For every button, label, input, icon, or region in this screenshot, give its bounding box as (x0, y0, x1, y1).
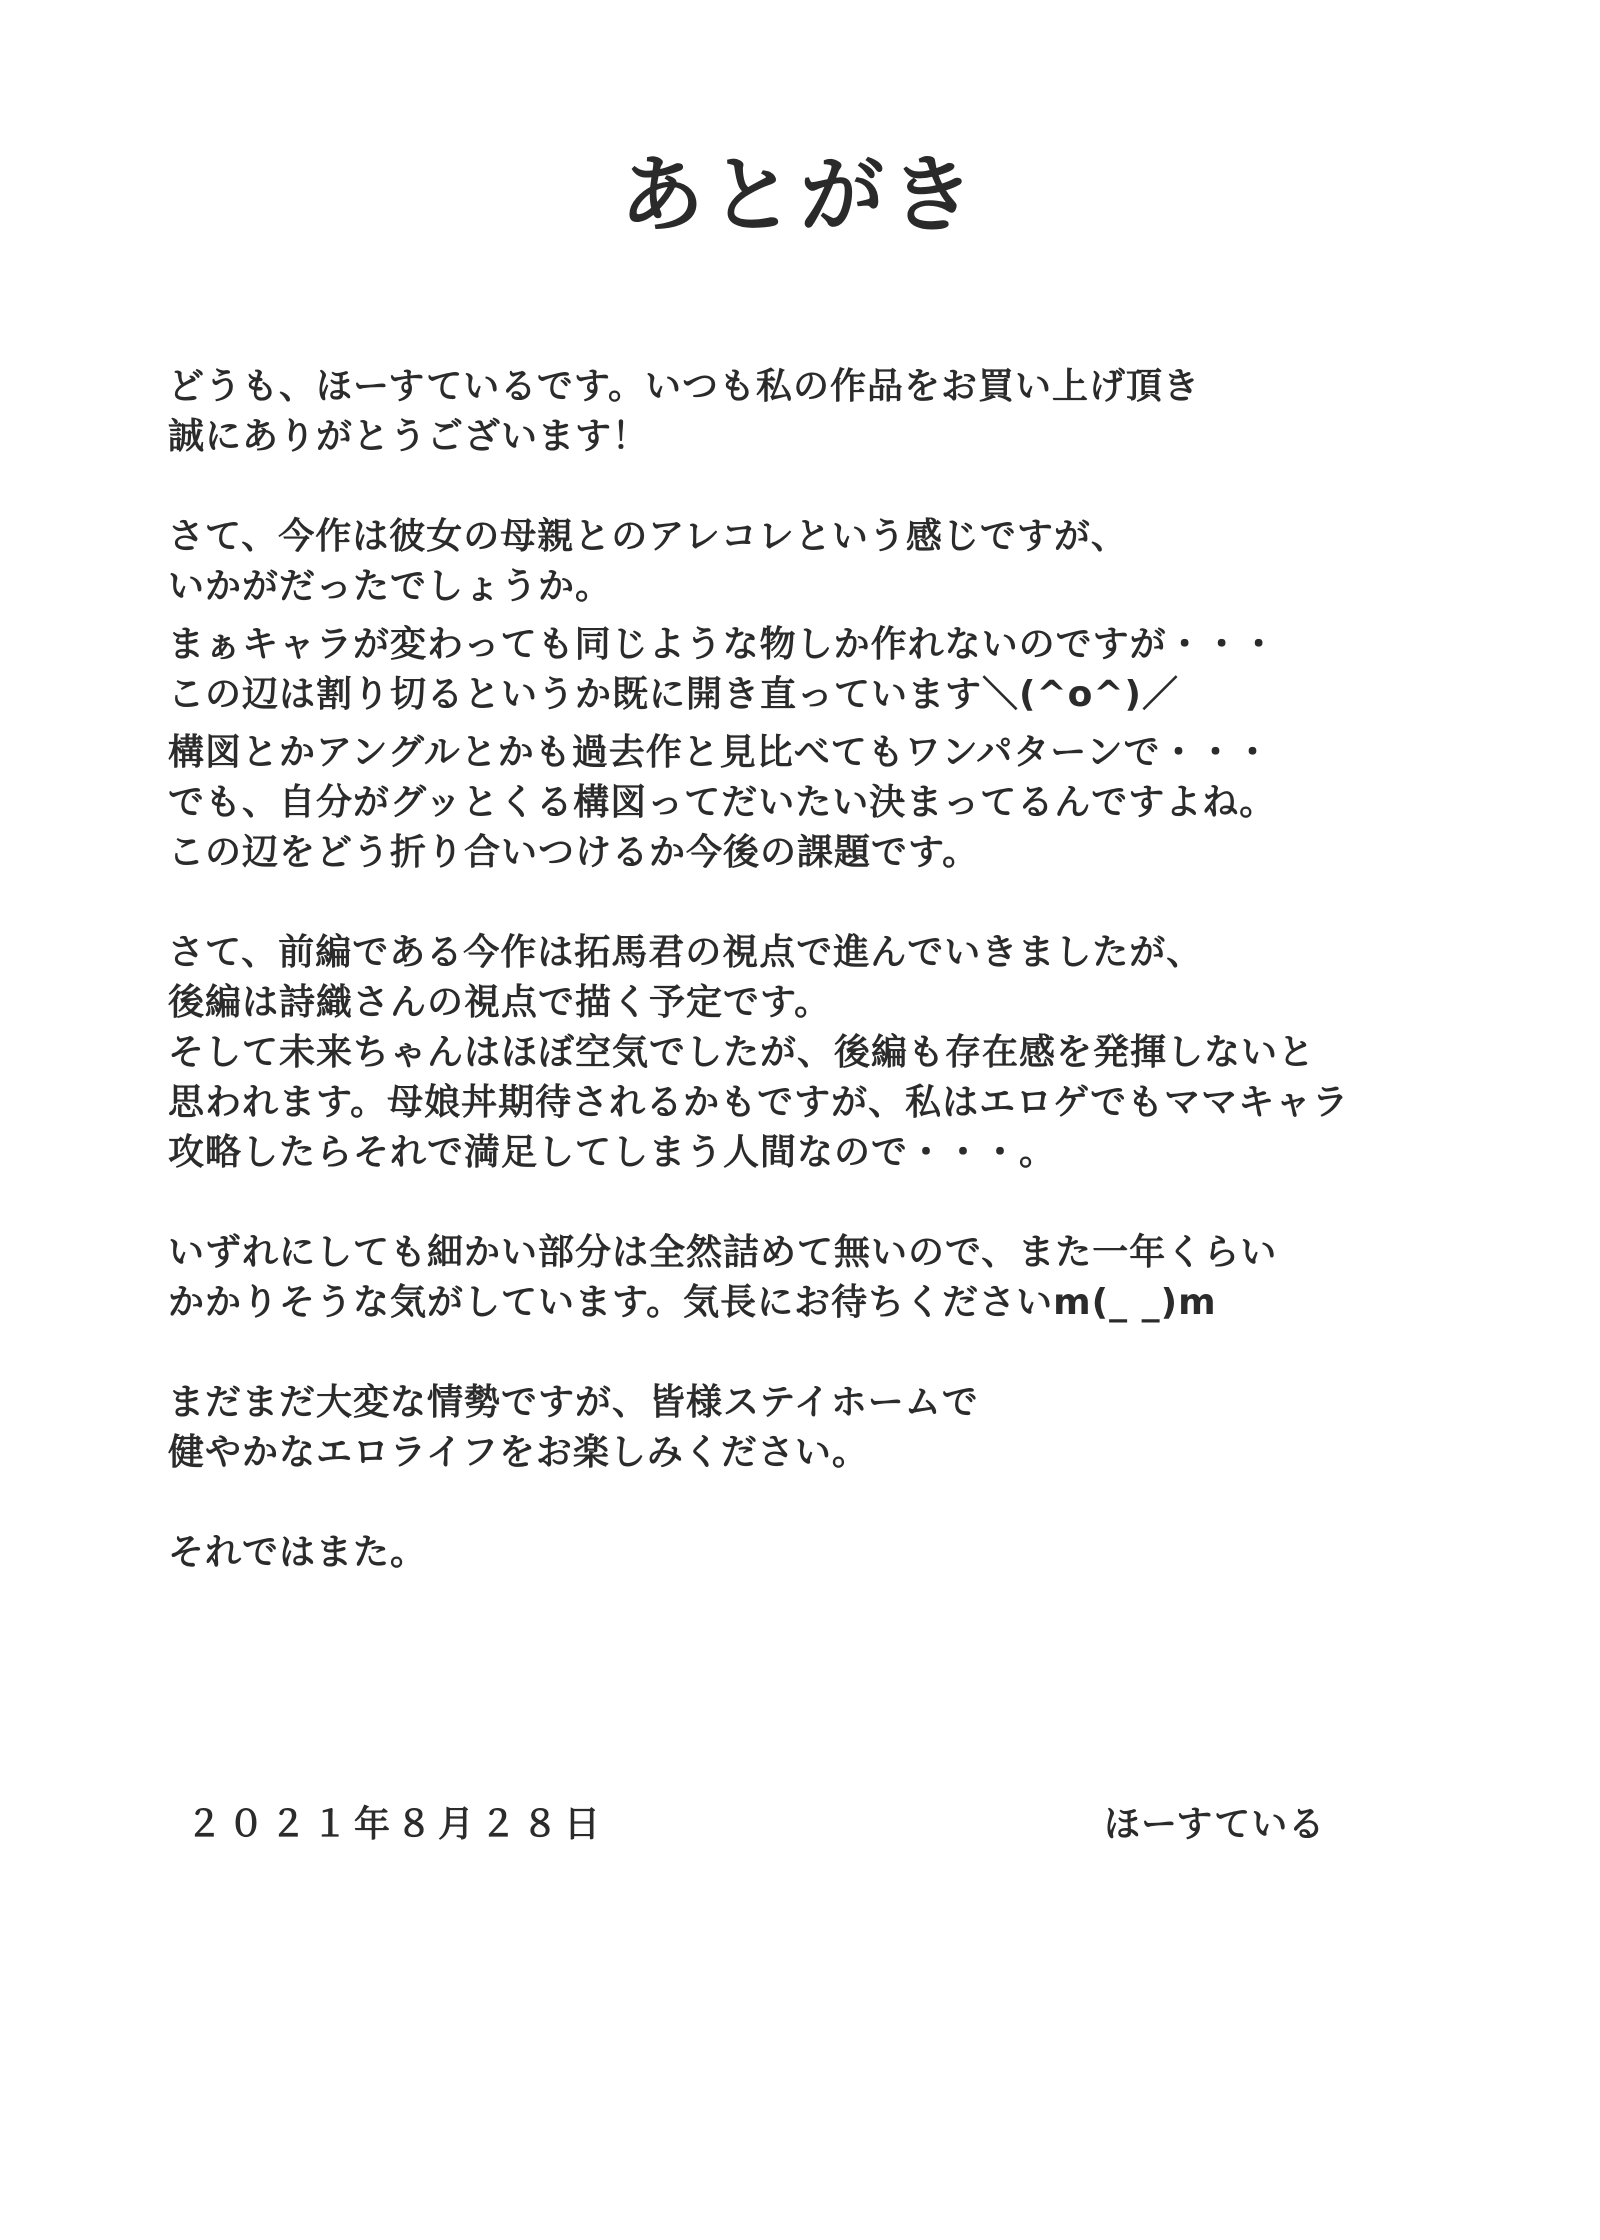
text-line: 誠にありがとうございます！ (168, 416, 650, 457)
text-line: さて、前編である今作は拓馬君の視点で進んでいきましたが、 (168, 932, 1204, 973)
text-line: どうも、ほーすているです。いつも私の作品をお買い上げ頂き (168, 366, 1201, 407)
text-line: それではまた。 (168, 1532, 428, 1573)
signature-author: ほーすている (1104, 1804, 1326, 1845)
text-line: かかりそうな気がしています。気長にお待ちくださいm(_ _)m (168, 1282, 1217, 1323)
text-line: いずれにしても細かい部分は全然詰めて無いので、また一年くらい (168, 1232, 1278, 1273)
text-line: そして未来ちゃんはほぼ空気でしたが、後編も存在感を発揮しないと (168, 1032, 1316, 1073)
text-line: この辺は割り切るというか既に開き直っています＼(^o^)／ (168, 674, 1179, 715)
text-line: 攻略したらそれで満足してしまう人間なので・・・。 (168, 1132, 1057, 1173)
text-line: 後編は詩織さんの視点で描く予定です。 (168, 982, 832, 1023)
page-title: あとがき (619, 146, 980, 244)
text-line: この辺をどう折り合いつけるか今後の課題です。 (168, 832, 980, 873)
text-line: いかがだったでしょうか。 (168, 566, 613, 607)
text-line: でも、自分がグッとくる構図ってだいたい決まってるんですよね。 (168, 782, 1277, 823)
text-line: 思われます。母娘丼期待されるかもですが、私はエロゲでもママキャラ (168, 1082, 1350, 1123)
afterword-body (168, 362, 1468, 1578)
text-line: さて、今作は彼女の母親とのアレコレという感じですが、 (168, 516, 1128, 557)
text-line: 構図とかアングルとかも過去作と見比べてもワンパターンで・・・ (168, 732, 1272, 773)
text-line: まぁキャラが変わっても同じような物しか作れないのですが・・・ (168, 624, 1278, 665)
text-line: まだまだ大変な情勢ですが、皆様ステイホームで (168, 1382, 979, 1423)
signature-date: ２０２１年８月２８日 (186, 1804, 607, 1845)
text-line: 健やかなエロライフをお楽しみください。 (168, 1432, 869, 1473)
